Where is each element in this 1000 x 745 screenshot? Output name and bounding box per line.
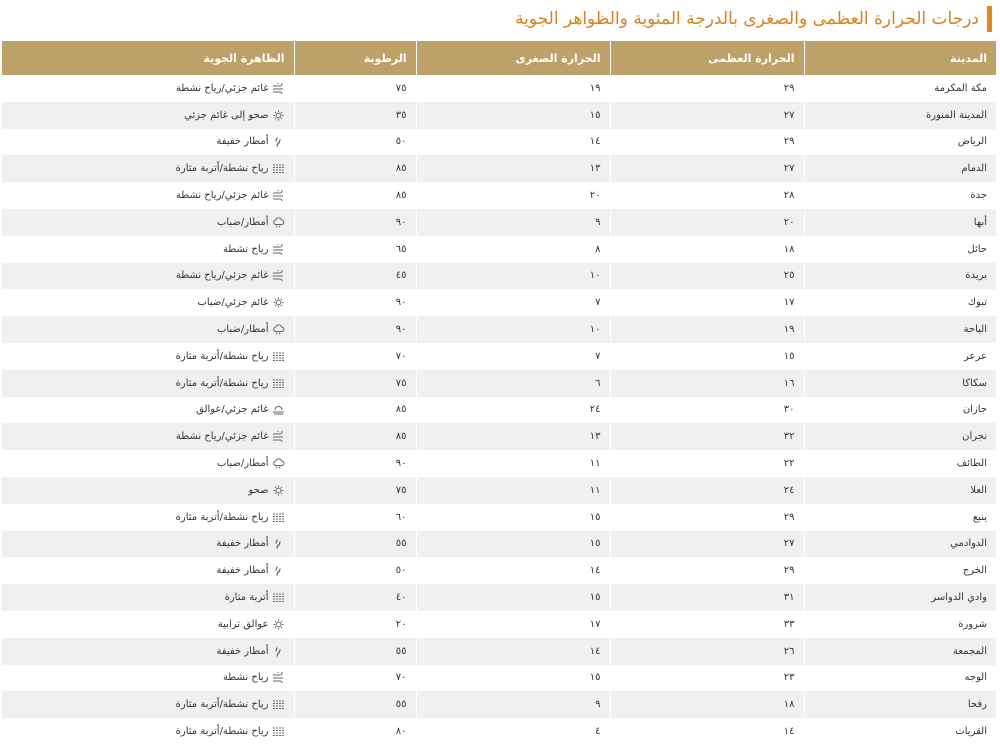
weather-condition [11,431,285,442]
wind-icon [272,431,285,442]
weather-cell [2,182,294,209]
weather-cell [2,75,294,102]
min-temp-cell: ١٩ [416,75,610,102]
city-cell: أبها [804,209,996,236]
humidity-cell: ٥٥ [294,638,416,665]
dust-icon [272,378,285,389]
min-temp-cell: ٧ [416,289,610,316]
weather-cell [2,638,294,665]
table-row [2,531,996,558]
weather-text: أمطار/ضباب [216,458,269,470]
table-row [2,423,996,450]
humidity-cell: ٨٥ [294,155,416,182]
weather-text: رياح نشطة [222,243,269,255]
weather-condition [11,217,285,228]
city-cell: تبوك [804,289,996,316]
humidity-cell: ٩٠ [294,450,416,477]
min-temp-cell: ١٤ [416,129,610,156]
table-row [2,611,996,638]
min-temp-cell: ٤ [416,718,610,745]
weather-condition [11,646,285,657]
min-temp-cell: ١٤ [416,638,610,665]
sun-icon [272,619,285,630]
header-humidity: الرطوبة [294,41,416,75]
dust-icon [272,699,285,710]
max-temp-cell: ٢٧ [610,102,804,129]
city-cell: الباحة [804,316,996,343]
max-temp-cell: ٢٩ [610,504,804,531]
dust-icon [272,726,285,737]
weather-condition [11,699,285,710]
weather-condition [11,485,285,496]
city-cell: ينبع [804,504,996,531]
rain-icon [272,136,285,147]
min-temp-cell: ١١ [416,477,610,504]
dust-icon [272,592,285,603]
humidity-cell: ٨٥ [294,182,416,209]
weather-condition [11,512,285,523]
humidity-cell: ٩٠ [294,316,416,343]
weather-condition [11,110,285,121]
weather-text: أمطار خفيفة [216,136,269,148]
weather-condition [11,672,285,683]
min-temp-cell: ٢٤ [416,397,610,424]
weather-condition [11,297,285,308]
humidity-cell: ٧٥ [294,75,416,102]
table-header-row [2,41,996,75]
weather-condition [11,270,285,281]
city-cell: المدينة المنورة [804,102,996,129]
humidity-cell: ٩٠ [294,289,416,316]
min-temp-cell: ١٠ [416,263,610,290]
weather-cell [2,557,294,584]
city-cell: وادي الدواسر [804,584,996,611]
weather-condition [11,726,285,737]
humidity-cell: ٥٥ [294,691,416,718]
table-row [2,665,996,692]
rain-icon [272,646,285,657]
city-cell: حائل [804,236,996,263]
dust-icon [272,351,285,362]
min-temp-cell: ٨ [416,236,610,263]
humidity-cell: ٦٥ [294,236,416,263]
header-weather: الظاهرة الجوية [2,41,294,75]
rain-icon [272,565,285,576]
city-cell: الدوادمي [804,531,996,558]
min-temp-cell: ٧ [416,343,610,370]
humidity-cell: ٥٠ [294,129,416,156]
max-temp-cell: ١٦ [610,370,804,397]
max-temp-cell: ٣٠ [610,397,804,424]
max-temp-cell: ١٨ [610,691,804,718]
min-temp-cell: ٩ [416,209,610,236]
weather-text: غائم جزئي/رياح نشطة [175,431,269,443]
max-temp-cell: ٣٣ [610,611,804,638]
city-cell: العلا [804,477,996,504]
weather-cell [2,289,294,316]
table-body [2,75,996,745]
weather-cell [2,370,294,397]
wind-icon [272,244,285,255]
humidity-cell: ٤٥ [294,263,416,290]
city-cell: الوجه [804,665,996,692]
weather-text: رياح نشطة [222,672,269,684]
weather-text: أتربة مثارة [224,592,269,604]
humidity-cell: ٥٥ [294,531,416,558]
humidity-cell: ٧٠ [294,665,416,692]
max-temp-cell: ١٩ [610,316,804,343]
weather-cell [2,691,294,718]
max-temp-cell: ٣٢ [610,423,804,450]
city-cell: عرعر [804,343,996,370]
city-cell: مكة المكرمة [804,75,996,102]
weather-condition [11,565,285,576]
max-temp-cell: ٢٤ [610,477,804,504]
weather-text: رياح نشطة/أتربة مثارة [175,511,269,523]
weather-condition [11,538,285,549]
weather-condition [11,592,285,603]
weather-condition [11,136,285,147]
weather-cell [2,665,294,692]
wind-icon [272,190,285,201]
weather-condition [11,83,285,94]
sun-icon [272,110,285,121]
weather-cell [2,343,294,370]
weather-cell [2,316,294,343]
weather-text: رياح نشطة/أتربة مثارة [175,726,269,738]
min-temp-cell: ١٥ [416,531,610,558]
weather-text: أمطار/ضباب [216,216,269,228]
humidity-cell: ٨٠ [294,718,416,745]
sun-icon [272,297,285,308]
min-temp-cell: ٩ [416,691,610,718]
min-temp-cell: ١٥ [416,584,610,611]
weather-text: غائم جزئي/رياح نشطة [175,270,269,282]
weather-cell [2,129,294,156]
weather-condition [11,404,285,415]
wind-icon [272,83,285,94]
city-cell: جدة [804,182,996,209]
haze-icon [272,404,285,415]
weather-cell [2,155,294,182]
max-temp-cell: ٢٩ [610,75,804,102]
weather-text: صحو إلى غائم جزئي [184,109,269,121]
humidity-cell: ٤٠ [294,584,416,611]
sun-icon [272,485,285,496]
min-temp-cell: ١٣ [416,155,610,182]
city-cell: نجران [804,423,996,450]
weather-condition [11,163,285,174]
table-row [2,316,996,343]
city-cell: الدمام [804,155,996,182]
table-row [2,155,996,182]
min-temp-cell: ١٧ [416,611,610,638]
table-row [2,209,996,236]
weather-text: غائم جزئي/رياح نشطة [175,190,269,202]
humidity-cell: ٣٥ [294,102,416,129]
weather-text: رياح نشطة/أتربة مثارة [175,163,269,175]
weather-text: أمطار/ضباب [216,324,269,336]
humidity-cell: ٥٠ [294,557,416,584]
min-temp-cell: ١٥ [416,665,610,692]
table-row [2,638,996,665]
table-row [2,557,996,584]
weather-cell [2,531,294,558]
humidity-cell: ٨٥ [294,423,416,450]
table-row [2,450,996,477]
weather-text: أمطار خفيفة [216,565,269,577]
min-temp-cell: ٦ [416,370,610,397]
city-cell: شرورة [804,611,996,638]
table-row [2,263,996,290]
humidity-cell: ٧٠ [294,343,416,370]
city-cell: الخرج [804,557,996,584]
weather-condition [11,324,285,335]
table-row [2,343,996,370]
weather-cell [2,477,294,504]
table-row [2,102,996,129]
city-cell: سكاكا [804,370,996,397]
max-temp-cell: ١٨ [610,236,804,263]
table-row [2,370,996,397]
weather-text: أمطار خفيفة [216,538,269,550]
min-temp-cell: ١١ [416,450,610,477]
weather-text: عوالق ترابية [217,618,269,630]
weather-cell [2,209,294,236]
max-temp-cell: ١٥ [610,343,804,370]
max-temp-cell: ٢٢ [610,450,804,477]
max-temp-cell: ١٤ [610,718,804,745]
humidity-cell: ٦٠ [294,504,416,531]
min-temp-cell: ١٤ [416,557,610,584]
weather-text: غائم جزئي/عوالق [196,404,269,416]
city-cell: القريات [804,718,996,745]
weather-text: رياح نشطة/أتربة مثارة [175,377,269,389]
header-city: المدينة [804,41,996,75]
humidity-cell: ٧٥ [294,477,416,504]
weather-text: أمطار خفيفة [216,645,269,657]
max-temp-cell: ٢٨ [610,182,804,209]
header-max-temp: الحرارة العظمى [610,41,804,75]
weather-cell [2,450,294,477]
table-row [2,504,996,531]
weather-condition [11,244,285,255]
rain-icon [272,538,285,549]
humidity-cell: ٨٥ [294,397,416,424]
weather-table [2,41,996,745]
min-temp-cell: ٢٠ [416,182,610,209]
weather-cell [2,718,294,745]
humidity-cell: ٢٠ [294,611,416,638]
max-temp-cell: ٢٦ [610,638,804,665]
humidity-cell: ٧٥ [294,370,416,397]
max-temp-cell: ١٧ [610,289,804,316]
min-temp-cell: ١٣ [416,423,610,450]
city-cell: رفحا [804,691,996,718]
table-row [2,289,996,316]
rain-cloud-icon [272,458,285,469]
wind-icon [272,672,285,683]
weather-text: رياح نشطة/أتربة مثارة [175,699,269,711]
weather-cell [2,102,294,129]
weather-cell [2,236,294,263]
table-row [2,129,996,156]
table-row [2,718,996,745]
min-temp-cell: ١٥ [416,102,610,129]
weather-condition [11,458,285,469]
max-temp-cell: ٢٠ [610,209,804,236]
table-row [2,397,996,424]
table-row [2,691,996,718]
page-title: درجات الحرارة العظمى والصغرى بالدرجة المئوية والظواهر الجوية [515,9,979,29]
rain-cloud-icon [272,217,285,228]
weather-condition [11,619,285,630]
city-cell: بريدة [804,263,996,290]
max-temp-cell: ٢٧ [610,531,804,558]
weather-cell [2,397,294,424]
weather-cell [2,504,294,531]
weather-cell [2,584,294,611]
dust-icon [272,512,285,523]
weather-text: صحو [248,484,269,496]
header-min-temp: الحرارة الصغرى [416,41,610,75]
max-temp-cell: ٢٧ [610,155,804,182]
weather-cell [2,423,294,450]
weather-text: غائم جزئي/ضباب [197,297,269,309]
weather-condition [11,378,285,389]
wind-icon [272,270,285,281]
table-row [2,75,996,102]
weather-condition [11,190,285,201]
max-temp-cell: ٣١ [610,584,804,611]
rain-cloud-icon [272,324,285,335]
table-row [2,477,996,504]
min-temp-cell: ١٥ [416,504,610,531]
table-row [2,584,996,611]
table-row [2,236,996,263]
weather-text: غائم جزئي/رياح نشطة [175,82,269,94]
weather-cell [2,611,294,638]
humidity-cell: ٩٠ [294,209,416,236]
weather-condition [11,351,285,362]
city-cell: الطائف [804,450,996,477]
city-cell: جازان [804,397,996,424]
dust-icon [272,163,285,174]
weather-text: رياح نشطة/أتربة مثارة [175,350,269,362]
weather-cell [2,263,294,290]
page-title-bar [515,6,992,32]
max-temp-cell: ٢٣ [610,665,804,692]
max-temp-cell: ٢٥ [610,263,804,290]
min-temp-cell: ١٠ [416,316,610,343]
max-temp-cell: ٢٩ [610,129,804,156]
max-temp-cell: ٢٩ [610,557,804,584]
city-cell: المجمعة [804,638,996,665]
table-row [2,182,996,209]
city-cell: الرياض [804,129,996,156]
